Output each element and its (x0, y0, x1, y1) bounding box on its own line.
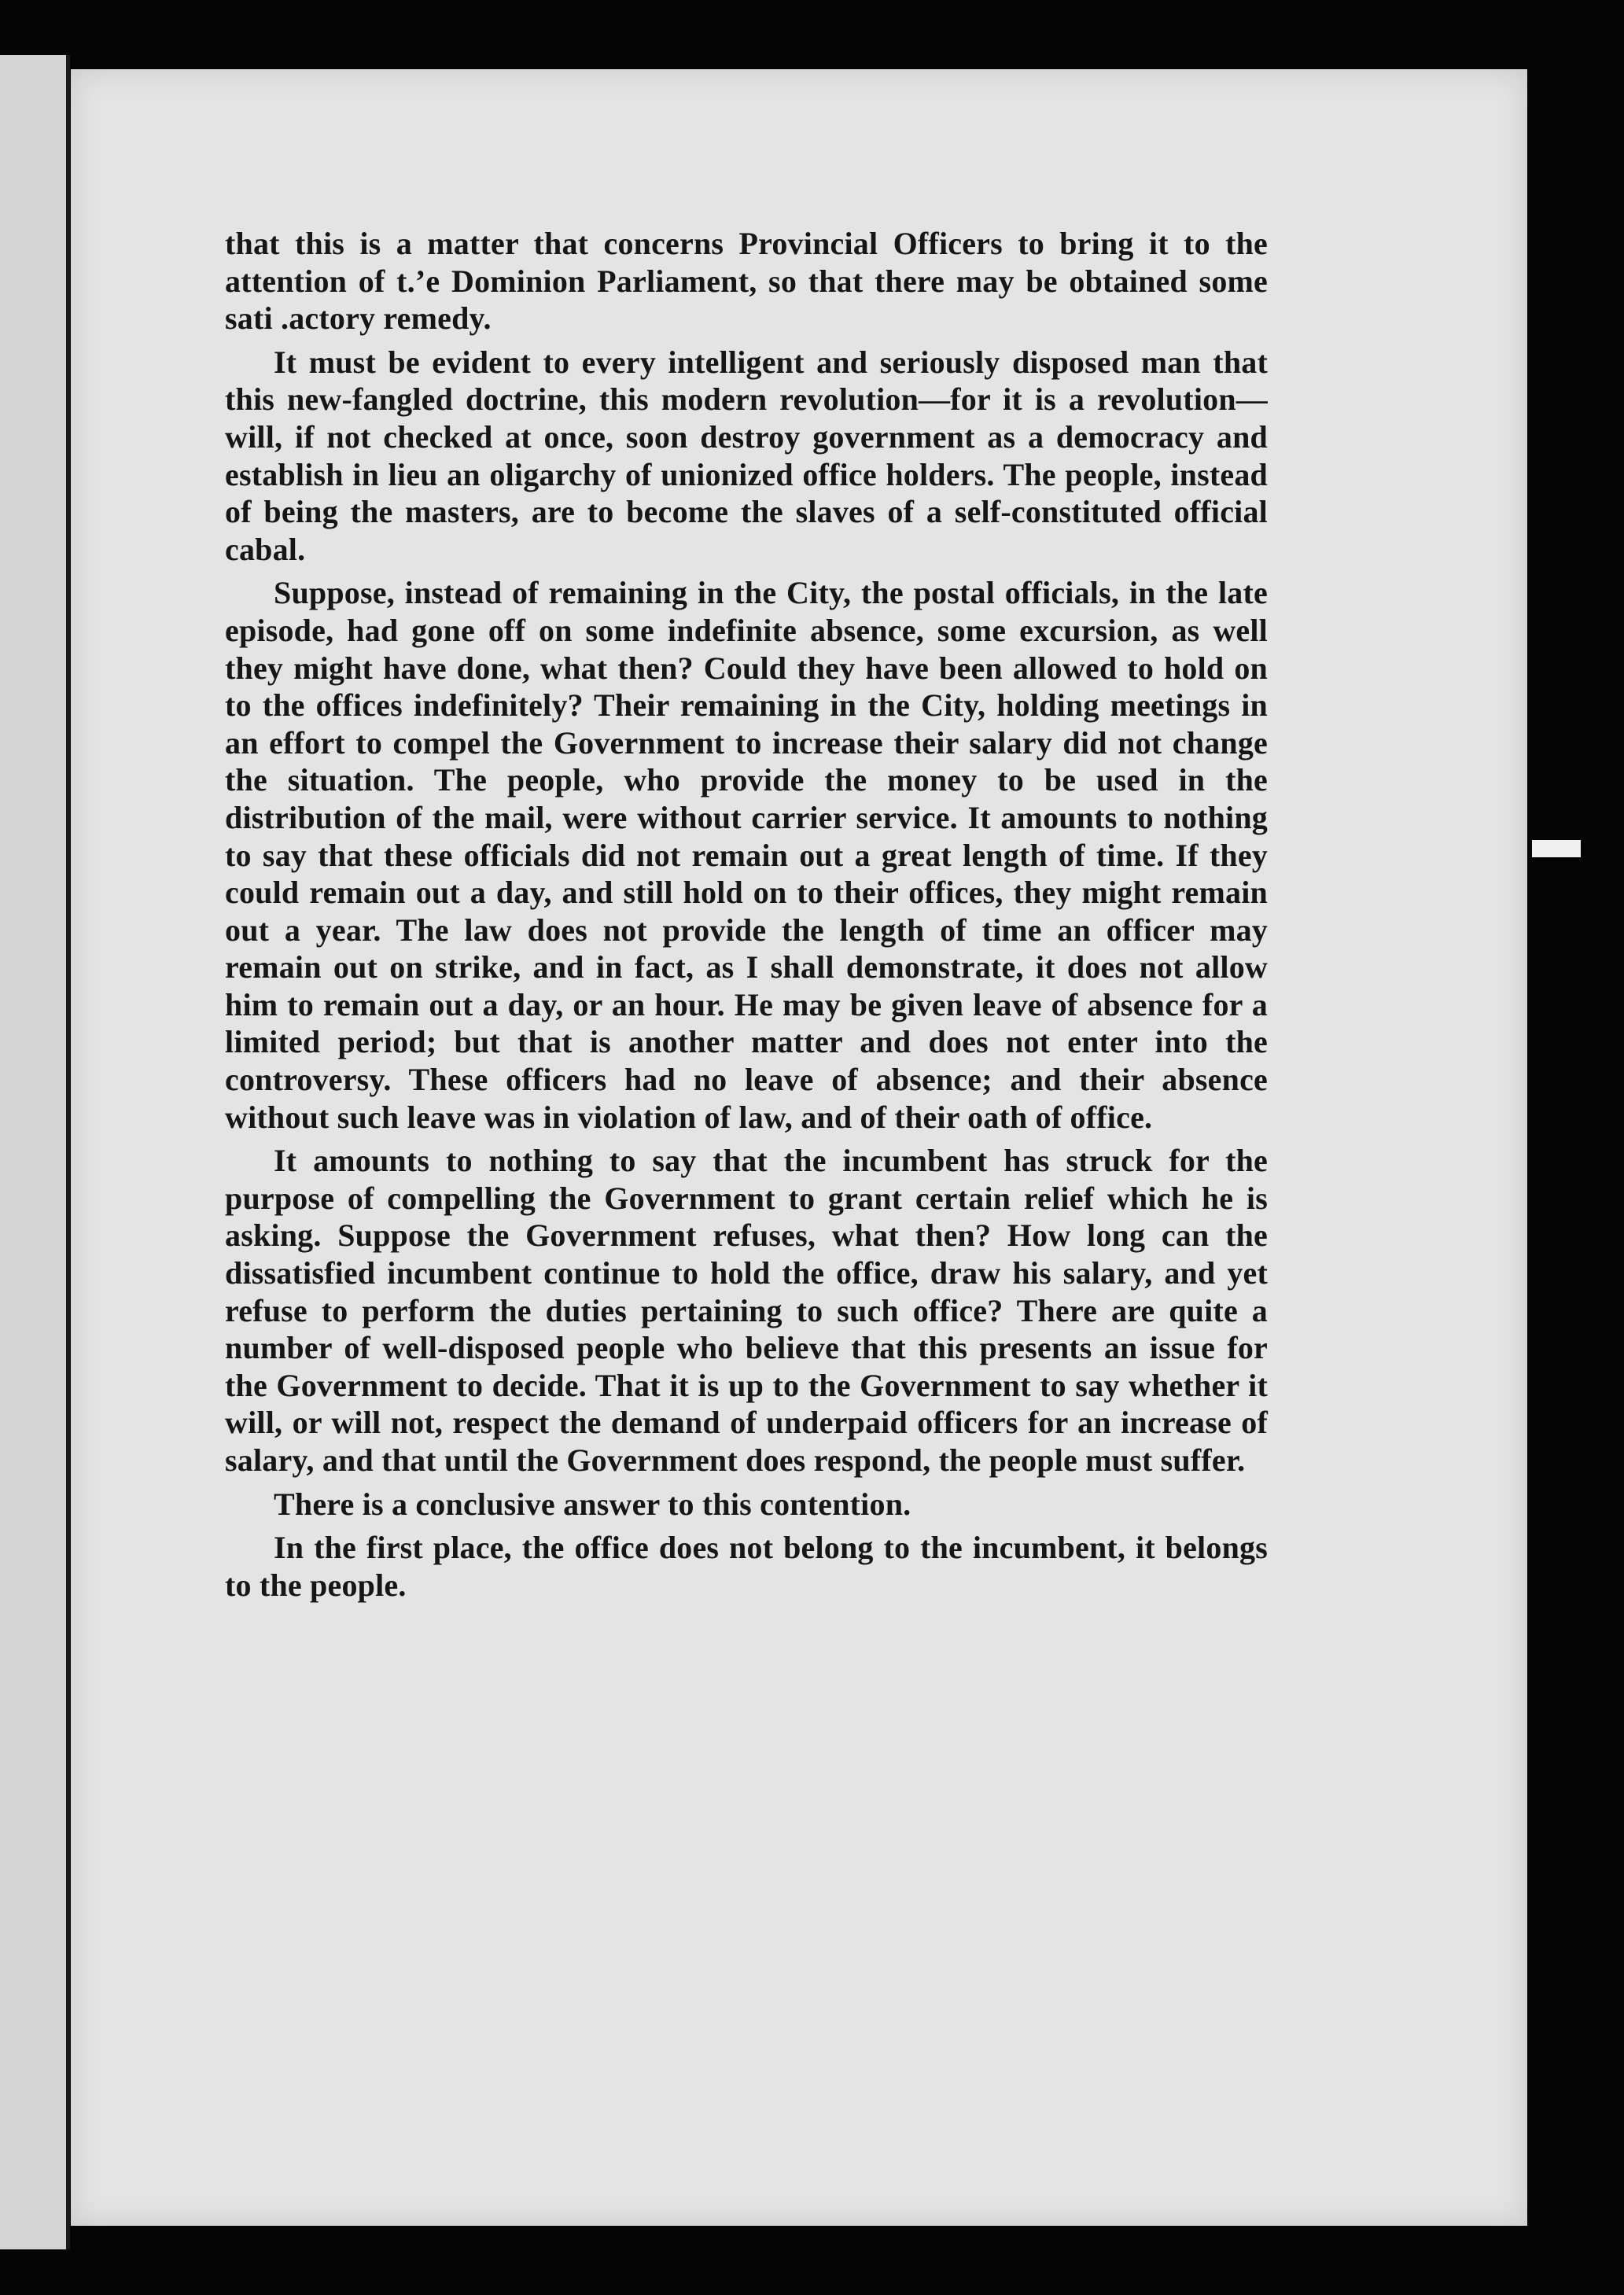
paper-speck (1532, 840, 1581, 857)
paragraph: Suppose, instead of remaining in the City, the postal officials, in the late episode, had gone off on some indefinite absence, some excursion, as well they might have done, what then? Could they have been allowed to hold on to the offices indefinitely? Their remaining in the City, holding meetings in an effort to compel the Government to increase their salary did not change the situation. The people, who provide the money to be used in the distribution of the mail, were without carrier service. It amounts to nothing to say that these officials did not remain out a great length of time. If they could remain out a day, and still hold on to their offices, they might remain out a year. The law does not provide the length of time an officer may remain out on strike, and in fact, as I shall demonstrate, it does not allow him to remain out a day, or an hour. He may be given leave of absence for a limited period; but that is another matter and does not enter into the controversy. These officers had no leave of absence; and their absence without such leave was in violation of law, and of their oath of office. (225, 575, 1268, 1135)
paragraph: It amounts to nothing to say that the incumbent has struck for the purpose of compelling the Government to grant certain relief which he is asking. Suppose the Government refuses, what then? How long can the dissatisfied incumbent continue to hold the office, draw his salary, and yet refuse to perform the duties pertaining to such office? There are quite a number of well-disposed people who believe that this presents an issue for the Government to decide. That it is up to the Government to say whether it will, or will not, respect the demand of underpaid officers for an increase of salary, and that until the Government does respond, the people must suffer. (225, 1143, 1268, 1478)
paragraph-continuation: that this is a matter that concerns Provincial Officers to bring it to the attention of t.’e Dominion Parliament, so that there may be obtained some sati .actory remedy. (225, 226, 1268, 337)
paragraph: It must be evident to every intelligent and seriously disposed man that this new-fangled doctrine, this modern revolution—for it is a revolution—will, if not checked at once, soon destroy government as a democracy and establish in lieu an oligarchy of unionized office holders. The people, instead of being the masters, are to become the slaves of a self-constituted official cabal. (225, 344, 1268, 567)
page-text (225, 225, 1268, 1610)
paragraph: There is a conclusive answer to this contention. (274, 1486, 911, 1522)
left-page-edge (0, 55, 70, 2249)
paragraph: In the first place, the office does not belong to the incumbent, it belongs to the people. (225, 1530, 1268, 1603)
